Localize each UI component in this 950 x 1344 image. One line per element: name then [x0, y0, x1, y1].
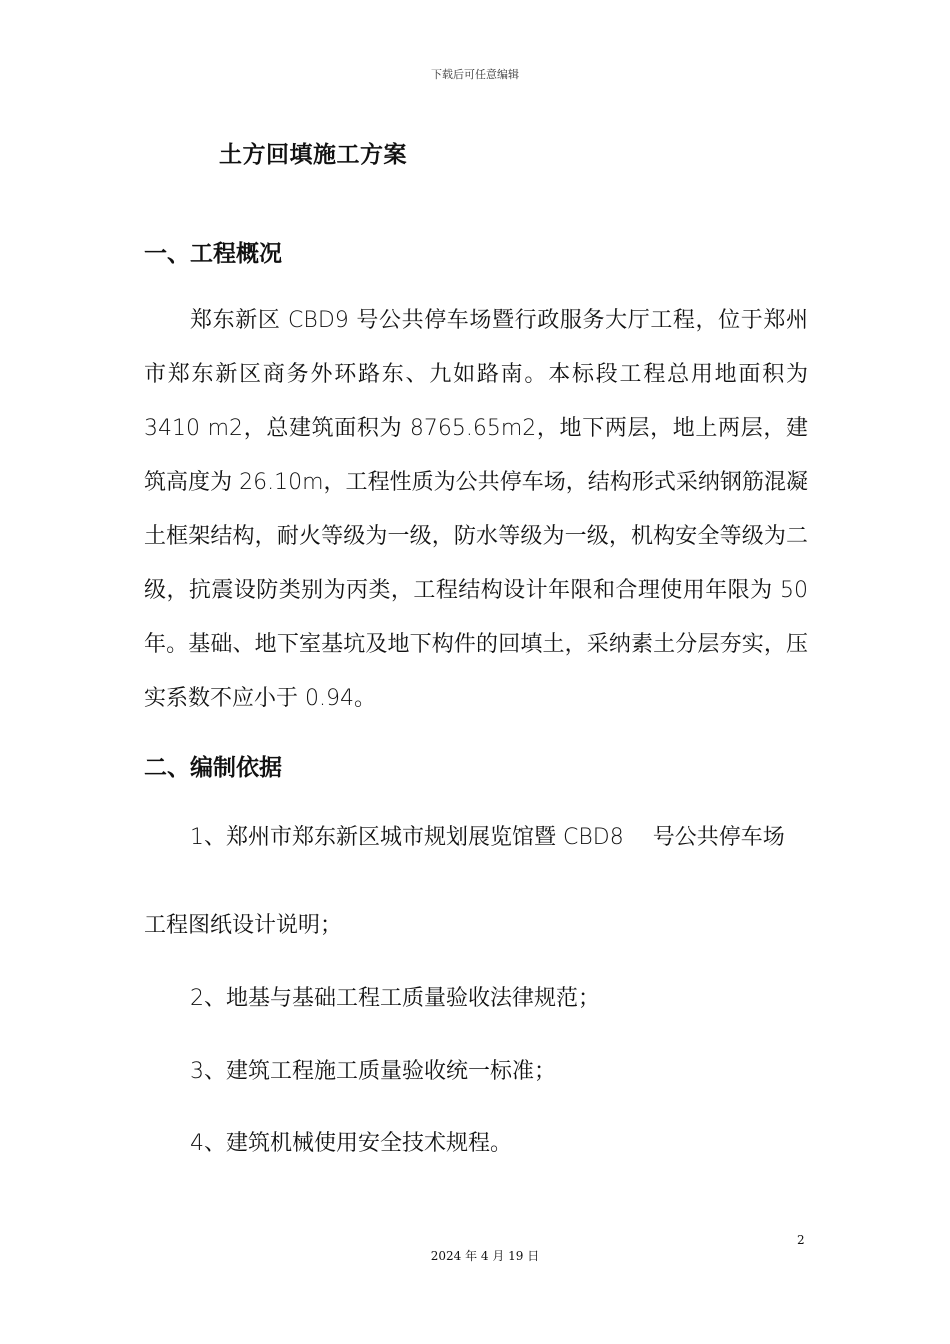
overview-paragraph: 郑东新区 CBD9 号公共停车场暨行政服务大厅工程，位于郑州市郑东新区商务外环路东、九如路南。本标段工程总用地面积为 3410 m2，总建筑面积为 8765.65m2，地下两层，地上两层，建筑高度为 26.10m，工程性质为公共停车场，结构形式采纳钢筋混凝土框架结构，耐火等级为一级，防水等级为一级，机构安全等级为二级，抗震设防类别为丙类，工程结构设计年限和合理使用年限为 50 年。基础、地下室基坑及地下构件的回填土，采纳素土分层夯实，压实系数不应小于 0.94。 [144, 308, 808, 711]
page-number: 2 [797, 1233, 805, 1247]
header-note: 下载后可任意编辑 [431, 68, 519, 81]
basis-item-3: 3、建筑工程施工质量验收统一标准； [190, 1059, 556, 1084]
basis-item-1-line-2: 工程图纸设计说明； [144, 913, 343, 938]
basis-item-1-line-1: 1、郑州市郑东新区城市规划展览馆暨 CBD8 号公共停车场 [190, 825, 785, 850]
section-heading-overview: 一、工程概况 [144, 241, 282, 267]
document-title: 土方回填施工方案 [219, 142, 407, 168]
basis-item-2: 2、地基与基础工程工质量验收法律规范； [190, 986, 600, 1011]
basis-item-4: 4、建筑机械使用安全技术规程。 [190, 1131, 512, 1156]
footer-date: 2024 年 4 月 19 日 [430, 1249, 540, 1263]
section-heading-basis: 二、编制依据 [144, 755, 282, 781]
